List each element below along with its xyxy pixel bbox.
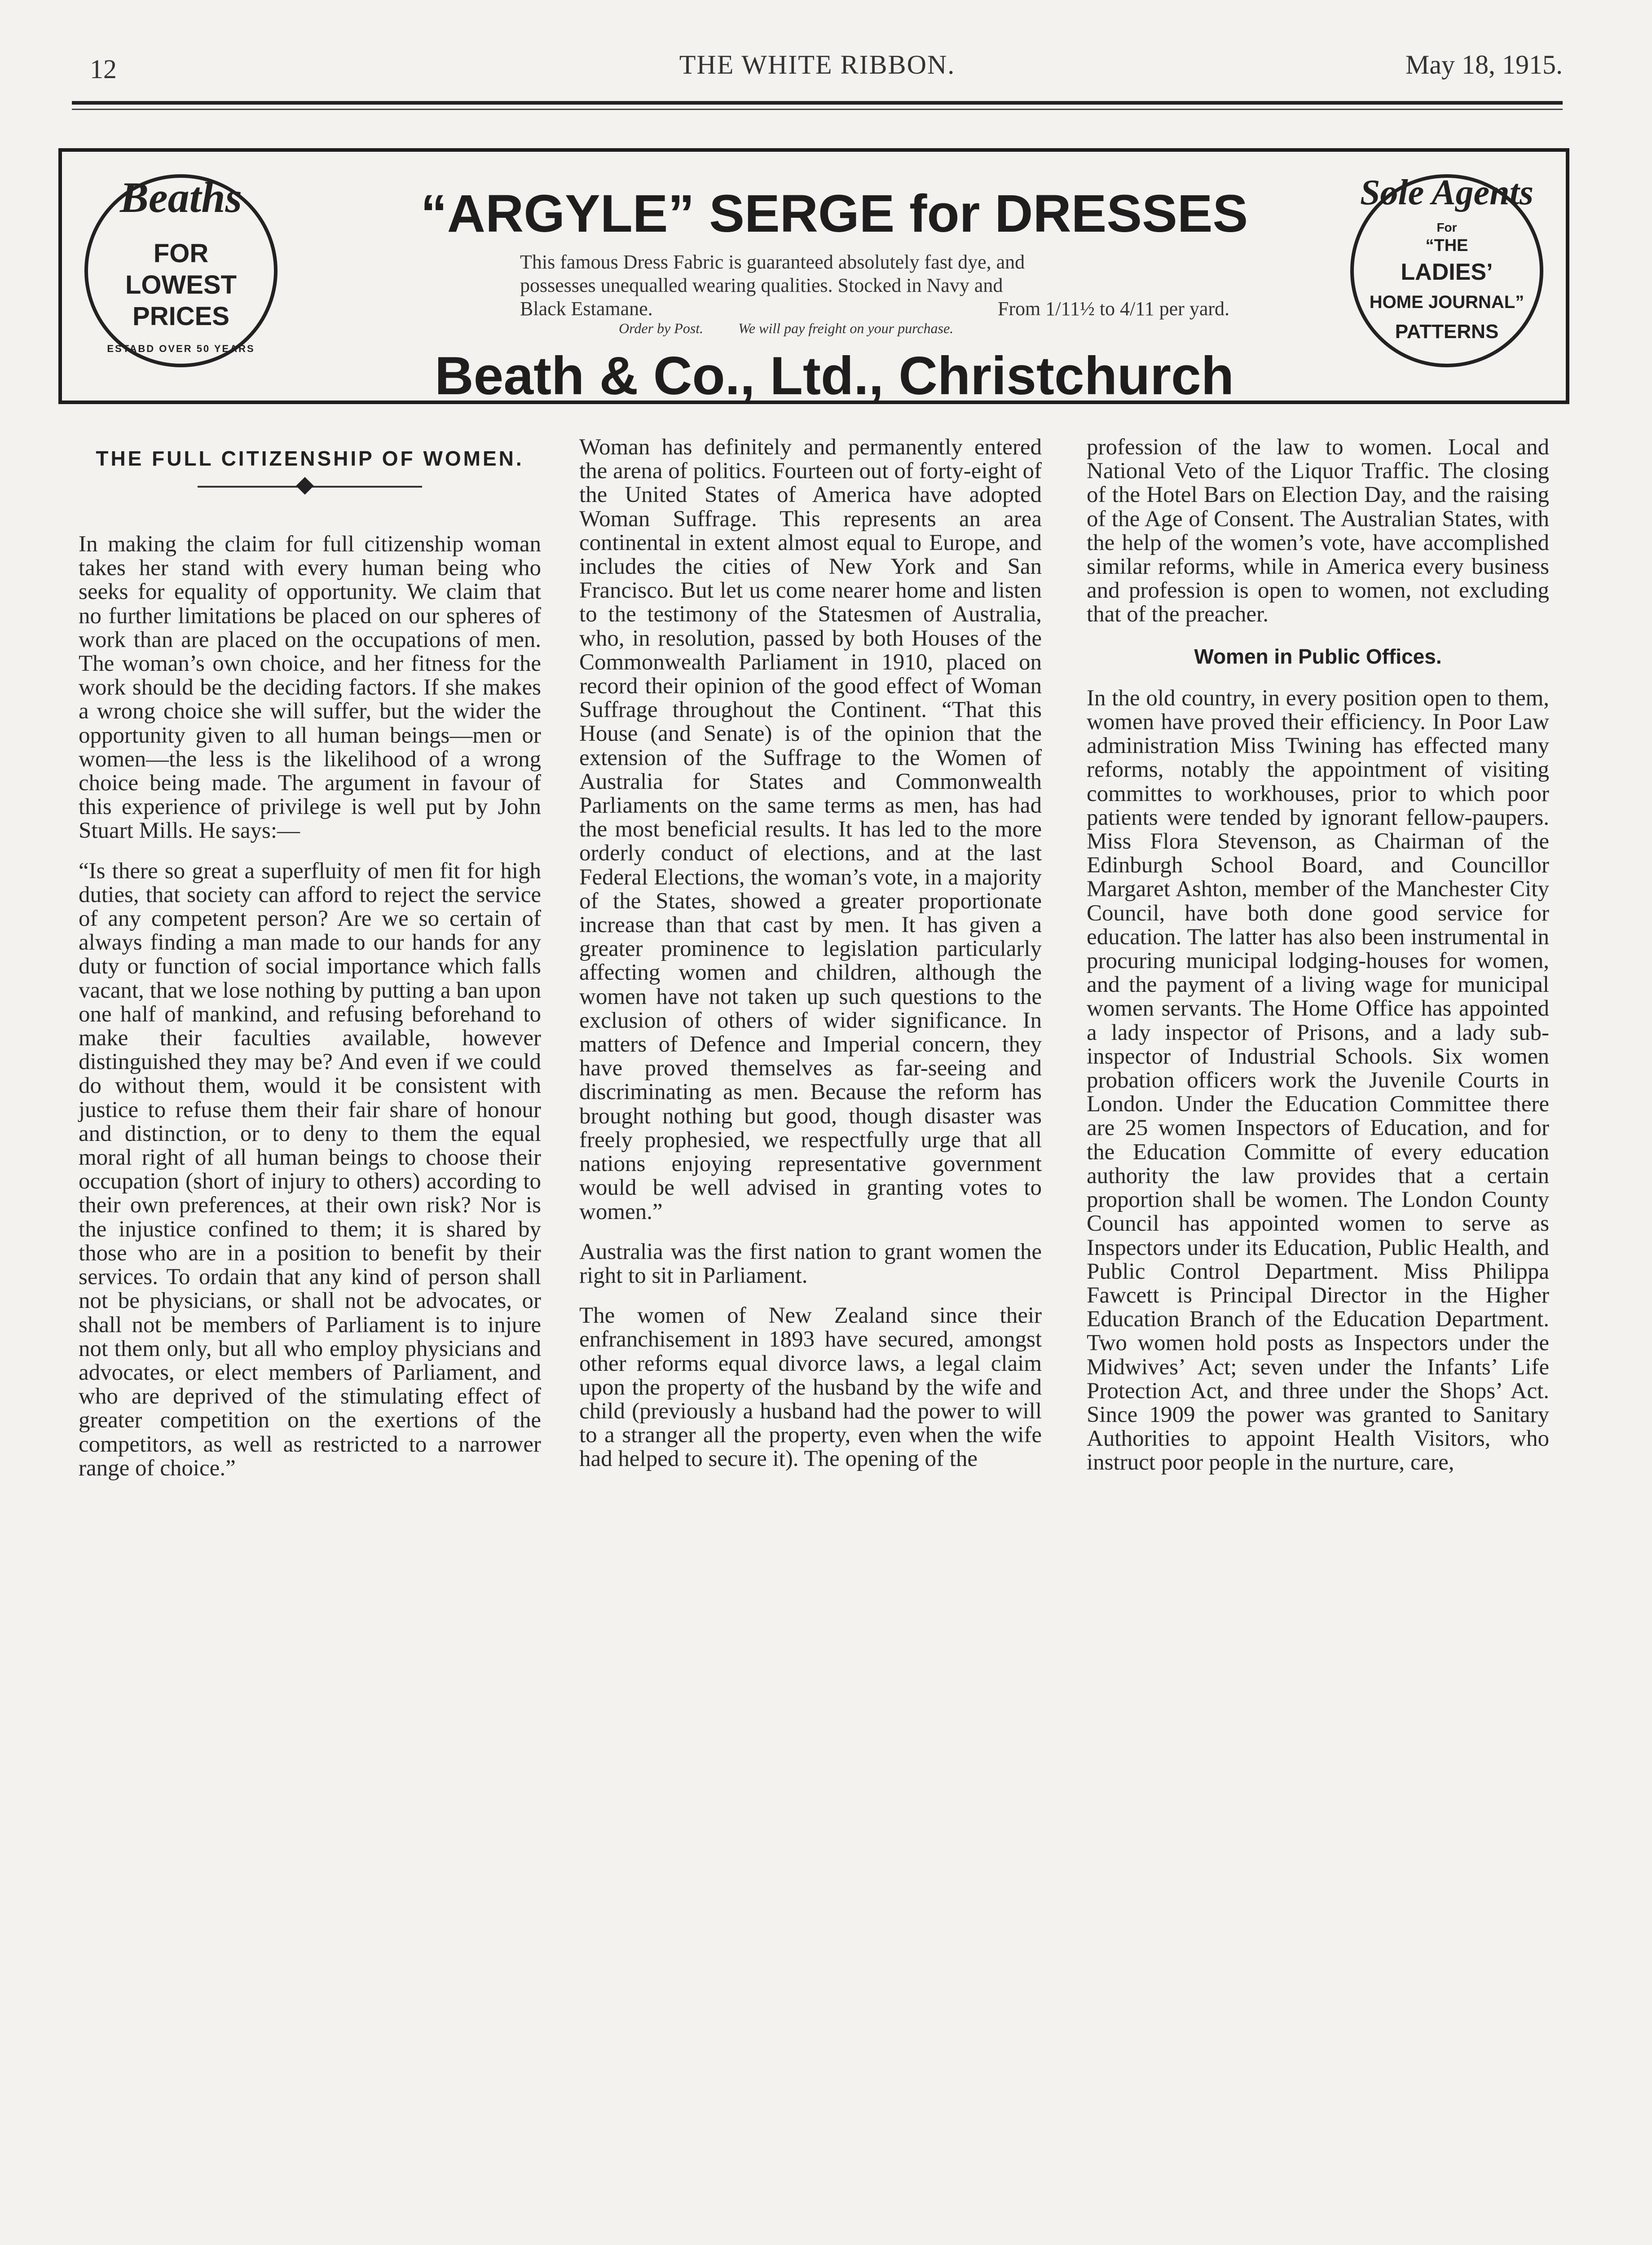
issue-date: May 18, 1915. — [1405, 50, 1563, 79]
section-subheading: Women in Public Offices. — [1194, 644, 1442, 668]
article-paragraph: In making the claim for full citizenship woman takes her stand with every human being who seeks for equality of opportunity. We claim that no further limitations be placed on our spheres of work than are placed on the occupations of men. The woman’s own choice, and her fitness for the work should be the deciding factors. If she makes a wrong choice she will suffer, but the wider the opportunity given to all human beings—men or women—the less is the likelihood of a wrong choice being made. The argument in favour of this experience of privilege is well put by John Stuart Mills. He says:— — [79, 532, 541, 844]
publication-title: THE WHITE RIBBON. — [679, 50, 956, 79]
title-ornament-divider — [198, 486, 422, 488]
badge-line: “THE — [1425, 236, 1468, 255]
page-number: 12 — [90, 54, 117, 84]
article-column-3 — [1087, 436, 1549, 1491]
advertisement-box — [58, 148, 1569, 404]
article-paragraph: Australia was the first nation to grant women the right to sit in Parliament. — [579, 1239, 1042, 1288]
article-paragraph: Woman has definitely and permanently entered the arena of politics. Fourteen out of forty-eight of the United States of America have adopted Woman Suffrage. This represents an area continental in extent almost equal to Europe, and includes the cities of New York and San Francisco. But let us come nearer home and listen to the testimony of the Statesmen of Australia, who, in resolution, passed by both Houses of the Commonwealth Parliament in 1910, placed on record their opinion of the good effect of Woman Suffrage throughout the Continent. “That this House (and Senate) is of the opinion that the extension of the Suffrage to the Women of Australia for States and Commonwealth Parliaments on the same terms as men, has had the most beneficial results. It has led to the more orderly conduct of elections, and at the last Federal Elections, the woman’s vote, in a majority of the States, showed a greater proportionate increase than that cast by men. It has given a greater prominence to legislation particularly affecting women and children, although the women have not taken up such questions to the exclusion of others of wider significance. In matters of Defence and Imperial concern, they have proved themselves as far-seeing and discriminating as men. Because the reform has brought nothing but good, though disaster was freely prophesied, we respectfully urge that all nations enjoying representative government would be well advised in granting votes to women.” — [579, 435, 1042, 1224]
badge-line: LOWEST — [125, 270, 237, 299]
sole-agents-badge — [1350, 174, 1543, 367]
badge-line: HOME JOURNAL” — [1369, 292, 1524, 312]
badge-line: For — [1436, 220, 1457, 234]
advert-price: From 1/11½ to 4/11 per yard. — [997, 298, 1229, 320]
advert-body — [340, 165, 1328, 406]
article-paragraph: In the old country, in every position open to them, women have proved their efficiency. In Poor Law administration Miss Twining has effected many reforms, notably the appointment of visiting committes to workhouses, prior to which poor patients were tended by ignorant fellow-paupers. Miss Flora Stevenson, as Chairman of the Edinburgh School Board, and Councillor Margaret Ashton, member of the Manchester City Council, have both done good service for education. The latter has also been instrumental in procuring municipal lodging-houses for women, and the payment of a living wage for municipal women servants. The Home Office has appointed a lady inspector of Prisons, and a lady sub-inspector of Industrial Schools. Six women probation officers work the Juvenile Courts in London. Under the Education Committee there are 25 women Inspectors of Education, and for the Education Committe of every education authority the law provides that a certain proportion shall be women. The London County Council has appointed women to serve as Inspectors under its Education, Public Health, and Public Control Department. Miss Philippa Fawcett is Principal Director in the Higher Education Branch of the Education Department. Two women hold posts as Inspectors under the Midwives’ Act; seven under the Infants’ Life Protection Act, and three under the Shops’ Act. Since 1909 the power was granted to Sanitary Authorities to appoint Health Visitors, who instruct poor people in the nurture, care, — [1087, 685, 1549, 1475]
article-paragraph: The women of New Zealand since their enfranchisement in 1893 have secured, amongst other reforms equal divorce laws, a legal claim upon the property of the husband by the wife and child (previously a husband had the power to will to a stranger all the property, even when the wife had helped to secure it). The opening of the — [579, 1303, 1042, 1472]
freight-text: We will pay freight on your purchase. — [738, 320, 954, 336]
article-paragraph: “Is there so great a superfluity of men fit for high duties, that society can afford to reject the service of any competent person? Are we so certain of always finding a man made to our hands for any duty or function of social importance which falls vacant, that we lose nothing by putting a ban upon one half of mankind, and refusing beforehand to make their faculties available, however distinguished they may be? And even if we could do without them, would it be consistent with justice to refuse them their fair share of honour and distinction, or to deny to them the equal moral right of all human beings to choose their occupation (short of injury to others) according to their own preferences, at their own risk? Nor is the injustice confined to them; it is shared by those who are in a position to benefit by their services. To ordain that any kind of person shall not be physicians, or shall not be advocates, or shall not be members of Parliament is to injure not them only, but all who employ physicians and advocates, or elect members of Parliament, and who are deprived of the stimulating effect of greater competition on the exertions of the competitors, as well as restricted to a narrower range of choice.” — [79, 858, 541, 1481]
badge-line: PRICES — [132, 302, 229, 331]
badge-line: LADIES’ — [1401, 259, 1493, 285]
beaths-lowest-prices-badge — [84, 174, 278, 367]
badge-line: FOR — [153, 239, 209, 268]
masthead — [72, 45, 1563, 85]
article-column-2 — [579, 436, 1042, 1488]
article-paragraph: profession of the law to women. Local and National Veto of the Liquor Traffic. The closing of the Hotel Bars on Election Day, and the raising of the Age of Consent. The Australian States, with the help of the women’s vote, have accomplished similar reforms, while in America every business and profession is open to women, not excluding that of the preacher. — [1087, 435, 1549, 627]
badge-script-text: Beaths — [119, 173, 242, 221]
masthead-rule-thin — [72, 109, 1563, 110]
advert-desc-line: possesses unequalled wearing qualities. Stocked in Navy and — [520, 274, 1003, 296]
advert-desc-line: Black Estamane. — [520, 298, 653, 320]
advert-price-row — [520, 297, 1229, 321]
order-by-post-text: Order by Post. — [619, 320, 704, 336]
advert-description — [520, 251, 1229, 321]
badge-script-text: Sole Agents — [1360, 173, 1533, 212]
advert-post-note — [619, 320, 985, 337]
masthead-rule — [72, 101, 1563, 105]
article-column-1 — [79, 436, 541, 1497]
article-title: THE FULL CITIZENSHIP OF WOMEN. — [96, 447, 524, 470]
badge-line: PATTERNS — [1395, 321, 1499, 343]
advert-desc-line: This famous Dress Fabric is guaranteed absolutely fast dye, and — [520, 251, 1025, 273]
advert-headline: “ARGYLE” SERGE for DRESSES — [420, 184, 1248, 243]
advert-company-name: Beath & Co., Ltd., Christchurch — [434, 346, 1234, 406]
badge-footer: ESTABD OVER 50 YEARS — [107, 343, 255, 354]
